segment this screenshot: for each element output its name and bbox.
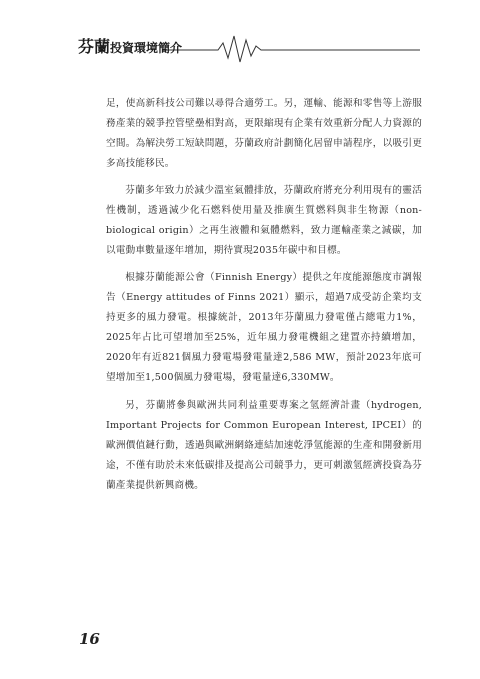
heartbeat-line-icon <box>0 28 480 68</box>
header-title <box>78 34 182 57</box>
paragraph: 足，使高新科技公司難以尋得合適勞工。另，運輸、能源和零售等上游服務產業的競爭控管壁壘相對高，更限縮現有企業有效重新分配人力資源的空間。為解決勞工短缺問題，芬蘭政府計劃簡化居留申請程序，以吸引更多高技能移民。 <box>106 98 422 169</box>
body-text <box>106 94 422 503</box>
page-number: 16 <box>79 630 100 648</box>
paragraph: 根據芬蘭能源公會（Finnish Energy）提供之年度能源態度市調報告（Energy attitudes of Finns 2021）顯示，超過7成受訪企業均支持更多的風力發電。根據統計，2013年芬蘭風力發電僅占總電力1%，2025年占比可望增加至25%，近年風力發電機組之建置亦持續增加，2020年有近821個風力發電場發電量達2,586 MW，預計2023年底可望增加至1,500個風力發電場，發電量達6,330MW。 <box>106 272 422 384</box>
header-title-rest: 投資環境簡介 <box>110 41 183 55</box>
paragraph: 另，芬蘭將參與歐洲共同利益重要專案之氫經濟計畫（hydrogen, Important Projects for Common European Interest, IPCEI）的歐洲價值鏈行動，透過與歐洲網絡連結加速乾淨氫能源的生產和開發新用途，不僅有助於未來低碳排及提高公司競爭力，更可刺激氫經濟投資為芬蘭產業提供新興商機。 <box>106 399 422 491</box>
paragraph: 芬蘭多年致力於減少溫室氣體排放，芬蘭政府將充分利用現有的靈活性機制，透過減少化石燃料使用量及推廣生質燃料與非生物源（non-biological origin）之再生液體和氣體燃料，致力運輸產業之減碳，加以電動車數量逐年增加，期待實現2035年碳中和目標。 <box>106 185 422 257</box>
running-header <box>0 28 480 68</box>
header-title-main: 芬蘭 <box>78 37 111 56</box>
